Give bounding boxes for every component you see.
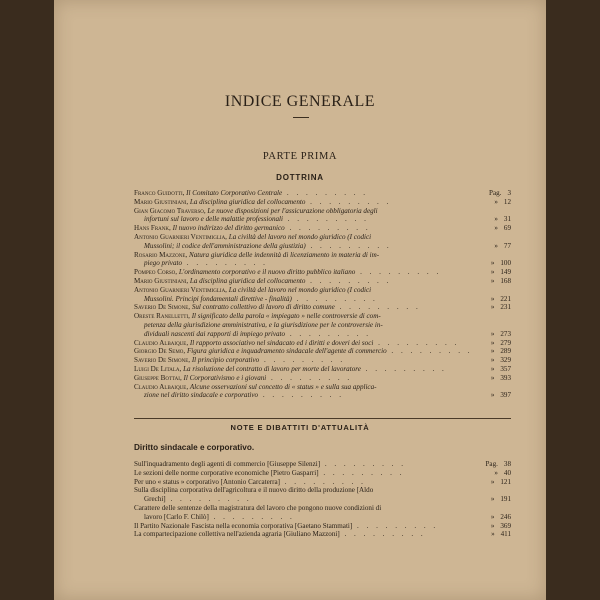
- leader-dots: . . . . . . . . .: [266, 373, 353, 382]
- entry-line: [134, 321, 511, 330]
- leader-dots: . . . . . . . . .: [355, 268, 442, 277]
- leader-dots: . . . . . . . . .: [339, 530, 426, 539]
- entry-title: lavoro [Carlo F. Chilò]: [144, 512, 209, 521]
- entry-line: [134, 469, 511, 478]
- leader-dots: . . . . . . . . .: [373, 338, 460, 347]
- entry-title: Per uno « status » corporativo [Antonio Carcaterra]: [134, 477, 280, 486]
- entry-line: [134, 391, 511, 400]
- page-prefix: »: [494, 197, 498, 206]
- entry-line: [134, 312, 511, 321]
- page-value: 3: [507, 189, 511, 197]
- entry-line: [134, 198, 511, 207]
- entry-title: Il Partito Nazionale Fascista nella economia corporativa [Gaetano Stammati]: [134, 521, 353, 530]
- page-value: 221: [500, 294, 511, 303]
- page-value: 191: [500, 495, 511, 504]
- page-prefix: »: [490, 294, 495, 303]
- section-heading: DOTTRINA: [276, 173, 324, 182]
- index-entry: [134, 347, 511, 356]
- page-number: [488, 522, 511, 531]
- entry-author: Antonio Guarnieri Ventimiglia,: [134, 285, 227, 294]
- page-number: [491, 198, 511, 207]
- page-value: 246: [500, 512, 511, 521]
- page-value: 121: [500, 477, 511, 486]
- page-number: [491, 224, 511, 233]
- entry-author: Gian Giacomo Traverso,: [134, 206, 206, 215]
- entry-title: piego privato: [144, 259, 183, 268]
- doctrine-entries: [134, 189, 511, 400]
- page-prefix: »: [490, 512, 495, 521]
- index-entry: [134, 268, 511, 277]
- entry-author: Claudio Albaique,: [134, 382, 189, 391]
- entry-author: Rosario Mazzone,: [134, 250, 188, 259]
- leader-dots: . . . . . . . . .: [352, 521, 439, 530]
- entry-title: La compartecipazione collettiva nell'azienda agraria [Giuliano Mazzoni]: [134, 530, 340, 539]
- page-number: [488, 374, 511, 383]
- entry-author: Saverio De Simone,: [134, 356, 191, 365]
- entry-line: [134, 251, 511, 260]
- entry-title: Sul contratto collettivo di lavoro di diritto comune: [191, 303, 335, 312]
- page-prefix: »: [490, 259, 495, 268]
- page-prefix: »: [490, 303, 495, 312]
- page-value: 149: [500, 268, 511, 277]
- entry-title: Mussolini; il codice dell'amministrazione della giustizia): [144, 241, 306, 250]
- page-prefix: »: [494, 241, 498, 250]
- entry-line: [134, 259, 511, 268]
- page-value: 31: [503, 215, 511, 224]
- index-entry: [134, 286, 511, 304]
- page-prefix: »: [490, 347, 495, 356]
- entry-line: [134, 486, 511, 495]
- page-value: 12: [503, 197, 511, 206]
- index-entry: [134, 233, 511, 251]
- page-value: 40: [503, 468, 511, 477]
- entry-line: [134, 268, 511, 277]
- entry-line: [134, 513, 511, 522]
- index-entry: [134, 189, 511, 198]
- entry-line: [134, 207, 511, 216]
- entry-author: Saverio De Simone,: [134, 303, 191, 312]
- page-number: [488, 295, 511, 304]
- note-entry: [134, 486, 511, 504]
- entry-title: Alcune osservazioni sul concetto di « status » e sulla sua applica-: [189, 382, 377, 391]
- page-prefix: »: [490, 521, 495, 530]
- page-number: [488, 530, 511, 539]
- title-rule: [293, 117, 309, 118]
- leader-dots: . . . . . . . . .: [282, 215, 369, 224]
- entry-line: [134, 224, 511, 233]
- entry-title: Grechi]: [144, 495, 166, 504]
- page-number: [488, 391, 511, 400]
- entry-line: [134, 303, 511, 312]
- leader-dots: . . . . . . . . .: [291, 294, 378, 303]
- notes-entries: [134, 460, 511, 539]
- page-prefix: »: [490, 329, 495, 338]
- page-value: 393: [500, 373, 511, 382]
- entry-title: Sulla disciplina corporativa dell'agricoltura e il nuovo diritto della produzione [Aldo: [134, 486, 374, 495]
- page-number: [488, 513, 511, 522]
- page-value: 357: [500, 364, 511, 373]
- entry-line: [134, 495, 511, 504]
- entry-line: [134, 383, 511, 392]
- entry-line: [134, 189, 511, 198]
- notes-heading: NOTE E DIBATTITI D'ATTUALITÀ: [230, 423, 370, 432]
- entry-title: zione nel diritto sindacale e corporativo: [144, 391, 259, 400]
- index-entry: [134, 224, 511, 233]
- index-entry: [134, 207, 511, 225]
- note-entry: [134, 469, 511, 478]
- leader-dots: . . . . . . . . .: [208, 512, 295, 521]
- entry-line: [134, 530, 511, 539]
- entry-title: La civiltà del lavoro nel mondo giuridico (I codici: [228, 232, 372, 241]
- page-value: 69: [503, 224, 511, 233]
- page-number: [488, 303, 511, 312]
- entry-title: Il rapporto associativo nel sindacato ed i diritti e doveri dei soci: [189, 338, 374, 347]
- entry-author: Luigi De Litala,: [134, 364, 182, 373]
- entry-title: Carattere delle sentenze della magistratura del lavoro che pongono nuove condizioni di: [134, 503, 382, 512]
- entry-title: Mussolini. Principi fondamentali direttive - finalità): [144, 294, 292, 303]
- index-entry: [134, 365, 511, 374]
- leader-dots: . . . . . . . . .: [320, 460, 406, 468]
- entry-title: petenza della giurisdizione amministrativa, e la giurisdizione per le controversie in-: [144, 320, 383, 329]
- note-entry: [134, 478, 511, 487]
- entry-line: [134, 277, 511, 286]
- entry-title: Il nuovo indirizzo del diritto germanico: [172, 224, 285, 233]
- entry-line: [134, 242, 511, 251]
- entry-line: [134, 330, 511, 339]
- note-entry: [134, 460, 511, 469]
- page-value: 397: [500, 391, 511, 400]
- entry-title: dividuali nascenti dai rapporti di impiego privato: [144, 329, 286, 338]
- page-prefix: Pag.: [489, 189, 502, 197]
- index-entry: [134, 383, 511, 401]
- index-entry: [134, 356, 511, 365]
- entry-line: [134, 460, 511, 469]
- page-number: [491, 469, 511, 478]
- entry-title: Natura giuridica delle indennità di licenziamento in materia di im-: [188, 250, 380, 259]
- notes-subheading: Diritto sindacale e corporativo.: [134, 443, 255, 452]
- leader-dots: . . . . . . . . .: [282, 189, 369, 197]
- note-entry: [134, 522, 511, 531]
- page-value: 38: [503, 460, 511, 468]
- page-number: [488, 259, 511, 268]
- leader-dots: . . . . . . . . .: [165, 495, 252, 504]
- page-number: [488, 495, 511, 504]
- entry-title: L'ordinamento corporativo e il nuovo diritto pubblico italiano: [178, 268, 356, 277]
- entry-line: [134, 215, 511, 224]
- entry-line: [134, 286, 511, 295]
- entry-author: Claudio Albaique,: [134, 338, 189, 347]
- entry-author: Mario Giustiniani,: [134, 197, 189, 206]
- page-value: 273: [500, 329, 511, 338]
- page-prefix: »: [490, 364, 495, 373]
- page-prefix: »: [490, 356, 495, 365]
- index-entry: [134, 312, 511, 338]
- leader-dots: . . . . . . . . .: [305, 276, 392, 285]
- page-value: 77: [503, 241, 511, 250]
- leader-dots: . . . . . . . . .: [360, 364, 447, 373]
- entry-title: Sull'inquadramento degli agenti di commercio [Giuseppe Silenzi]: [134, 460, 321, 468]
- entry-title: Il Corporativismo e i giovani: [183, 373, 267, 382]
- leader-dots: . . . . . . . . .: [305, 241, 392, 250]
- page-number: [486, 189, 511, 198]
- page-prefix: »: [490, 276, 495, 285]
- page-number: [488, 277, 511, 286]
- page-prefix: »: [494, 215, 498, 224]
- leader-dots: . . . . . . . . .: [285, 329, 372, 338]
- entry-line: [134, 478, 511, 487]
- page-value: 289: [500, 347, 511, 356]
- leader-dots: . . . . . . . . .: [284, 224, 371, 233]
- entry-author: Oreste Ranelletti,: [134, 312, 190, 321]
- page-prefix: »: [491, 530, 495, 539]
- entry-title: La disciplina giuridica del collocamento: [189, 197, 306, 206]
- index-entry: [134, 339, 511, 348]
- entry-title: La civiltà del lavoro nel mondo giuridico (I codici: [228, 285, 372, 294]
- entry-author: Franco Guidotti,: [134, 189, 185, 197]
- entry-title: Il principio corporativo: [191, 356, 260, 365]
- page-prefix: »: [490, 338, 495, 347]
- entry-line: [134, 233, 511, 242]
- leader-dots: . . . . . . . . .: [334, 303, 421, 312]
- entry-line: [134, 347, 511, 356]
- leader-dots: . . . . . . . . .: [182, 259, 268, 268]
- page-value: 100: [500, 259, 511, 268]
- page-number: [488, 268, 511, 277]
- index-page: [54, 0, 546, 600]
- entry-title: Il Comitato Corporativo Centrale: [186, 189, 283, 197]
- page-value: 279: [500, 338, 511, 347]
- page-number: [488, 339, 511, 348]
- entry-author: Antonio Guarnieri Ventimiglia,: [134, 232, 227, 241]
- entry-title: La disciplina giuridica del collocamento: [189, 276, 306, 285]
- entry-line: [134, 295, 511, 304]
- entry-line: [134, 504, 511, 513]
- page-number: [488, 478, 511, 487]
- entry-line: [134, 522, 511, 531]
- page-number: [488, 356, 511, 365]
- page-value: 411: [500, 530, 511, 539]
- leader-dots: . . . . . . . . .: [318, 468, 405, 477]
- entry-title: Le nuove disposizioni per l'assicurazione obbligatoria degli: [207, 206, 378, 215]
- leader-dots: . . . . . . . . .: [258, 391, 344, 400]
- entry-title: infortuni sul lavoro e delle malattie professionali: [144, 215, 283, 224]
- page-number: [491, 242, 511, 251]
- page-number: [488, 347, 511, 356]
- page-value: 168: [500, 276, 511, 285]
- entry-line: [134, 356, 511, 365]
- leader-dots: . . . . . . . . .: [279, 477, 366, 486]
- index-entry: [134, 277, 511, 286]
- page-number: [491, 215, 511, 224]
- page-prefix: »: [494, 224, 498, 233]
- note-entry: [134, 530, 511, 539]
- entry-author: Mario Giustiniani,: [134, 276, 189, 285]
- page-prefix: Pag.: [485, 460, 498, 468]
- entry-line: [134, 374, 511, 383]
- entry-title: Il significato della parola « impiegato » nelle controversie di com-: [191, 312, 381, 321]
- page-prefix: »: [490, 268, 495, 277]
- note-entry: [134, 504, 511, 522]
- page-title: INDICE GENERALE: [224, 93, 376, 110]
- page-prefix: »: [490, 477, 495, 486]
- index-entry: [134, 303, 511, 312]
- page-prefix: »: [490, 495, 495, 504]
- entry-line: [134, 339, 511, 348]
- page-prefix: »: [490, 391, 495, 400]
- page-value: 369: [500, 521, 511, 530]
- page-value: 231: [500, 303, 511, 312]
- entry-author: Giuseppe Bottai,: [134, 373, 182, 382]
- entry-author: Hans Frank,: [134, 224, 171, 233]
- page-number: [488, 330, 511, 339]
- page-value: 329: [500, 356, 511, 365]
- page-number: [482, 460, 511, 469]
- page-prefix: »: [490, 373, 495, 382]
- leader-dots: . . . . . . . . .: [259, 356, 346, 365]
- leader-dots: . . . . . . . . .: [305, 197, 392, 206]
- index-entry: [134, 198, 511, 207]
- entry-author: Giorgio De Semo,: [134, 347, 186, 356]
- page-number: [488, 365, 511, 374]
- page-prefix: »: [494, 468, 498, 477]
- index-entry: [134, 374, 511, 383]
- entry-title: Figura giuridica e inquadramento sindacale dell'agente di commercio: [186, 347, 387, 356]
- leader-dots: . . . . . . . . .: [386, 347, 473, 356]
- index-entry: [134, 251, 511, 269]
- entry-title: Le sezioni delle norme corporative economiche [Pietro Gasparri]: [134, 468, 319, 477]
- entry-title: La risoluzione del contratto di lavoro per morte del lavoratore: [183, 364, 361, 373]
- section-divider: [134, 418, 511, 419]
- part-title: PARTE PRIMA: [262, 151, 338, 162]
- entry-line: [134, 365, 511, 374]
- entry-author: Pompeo Corso,: [134, 268, 178, 277]
